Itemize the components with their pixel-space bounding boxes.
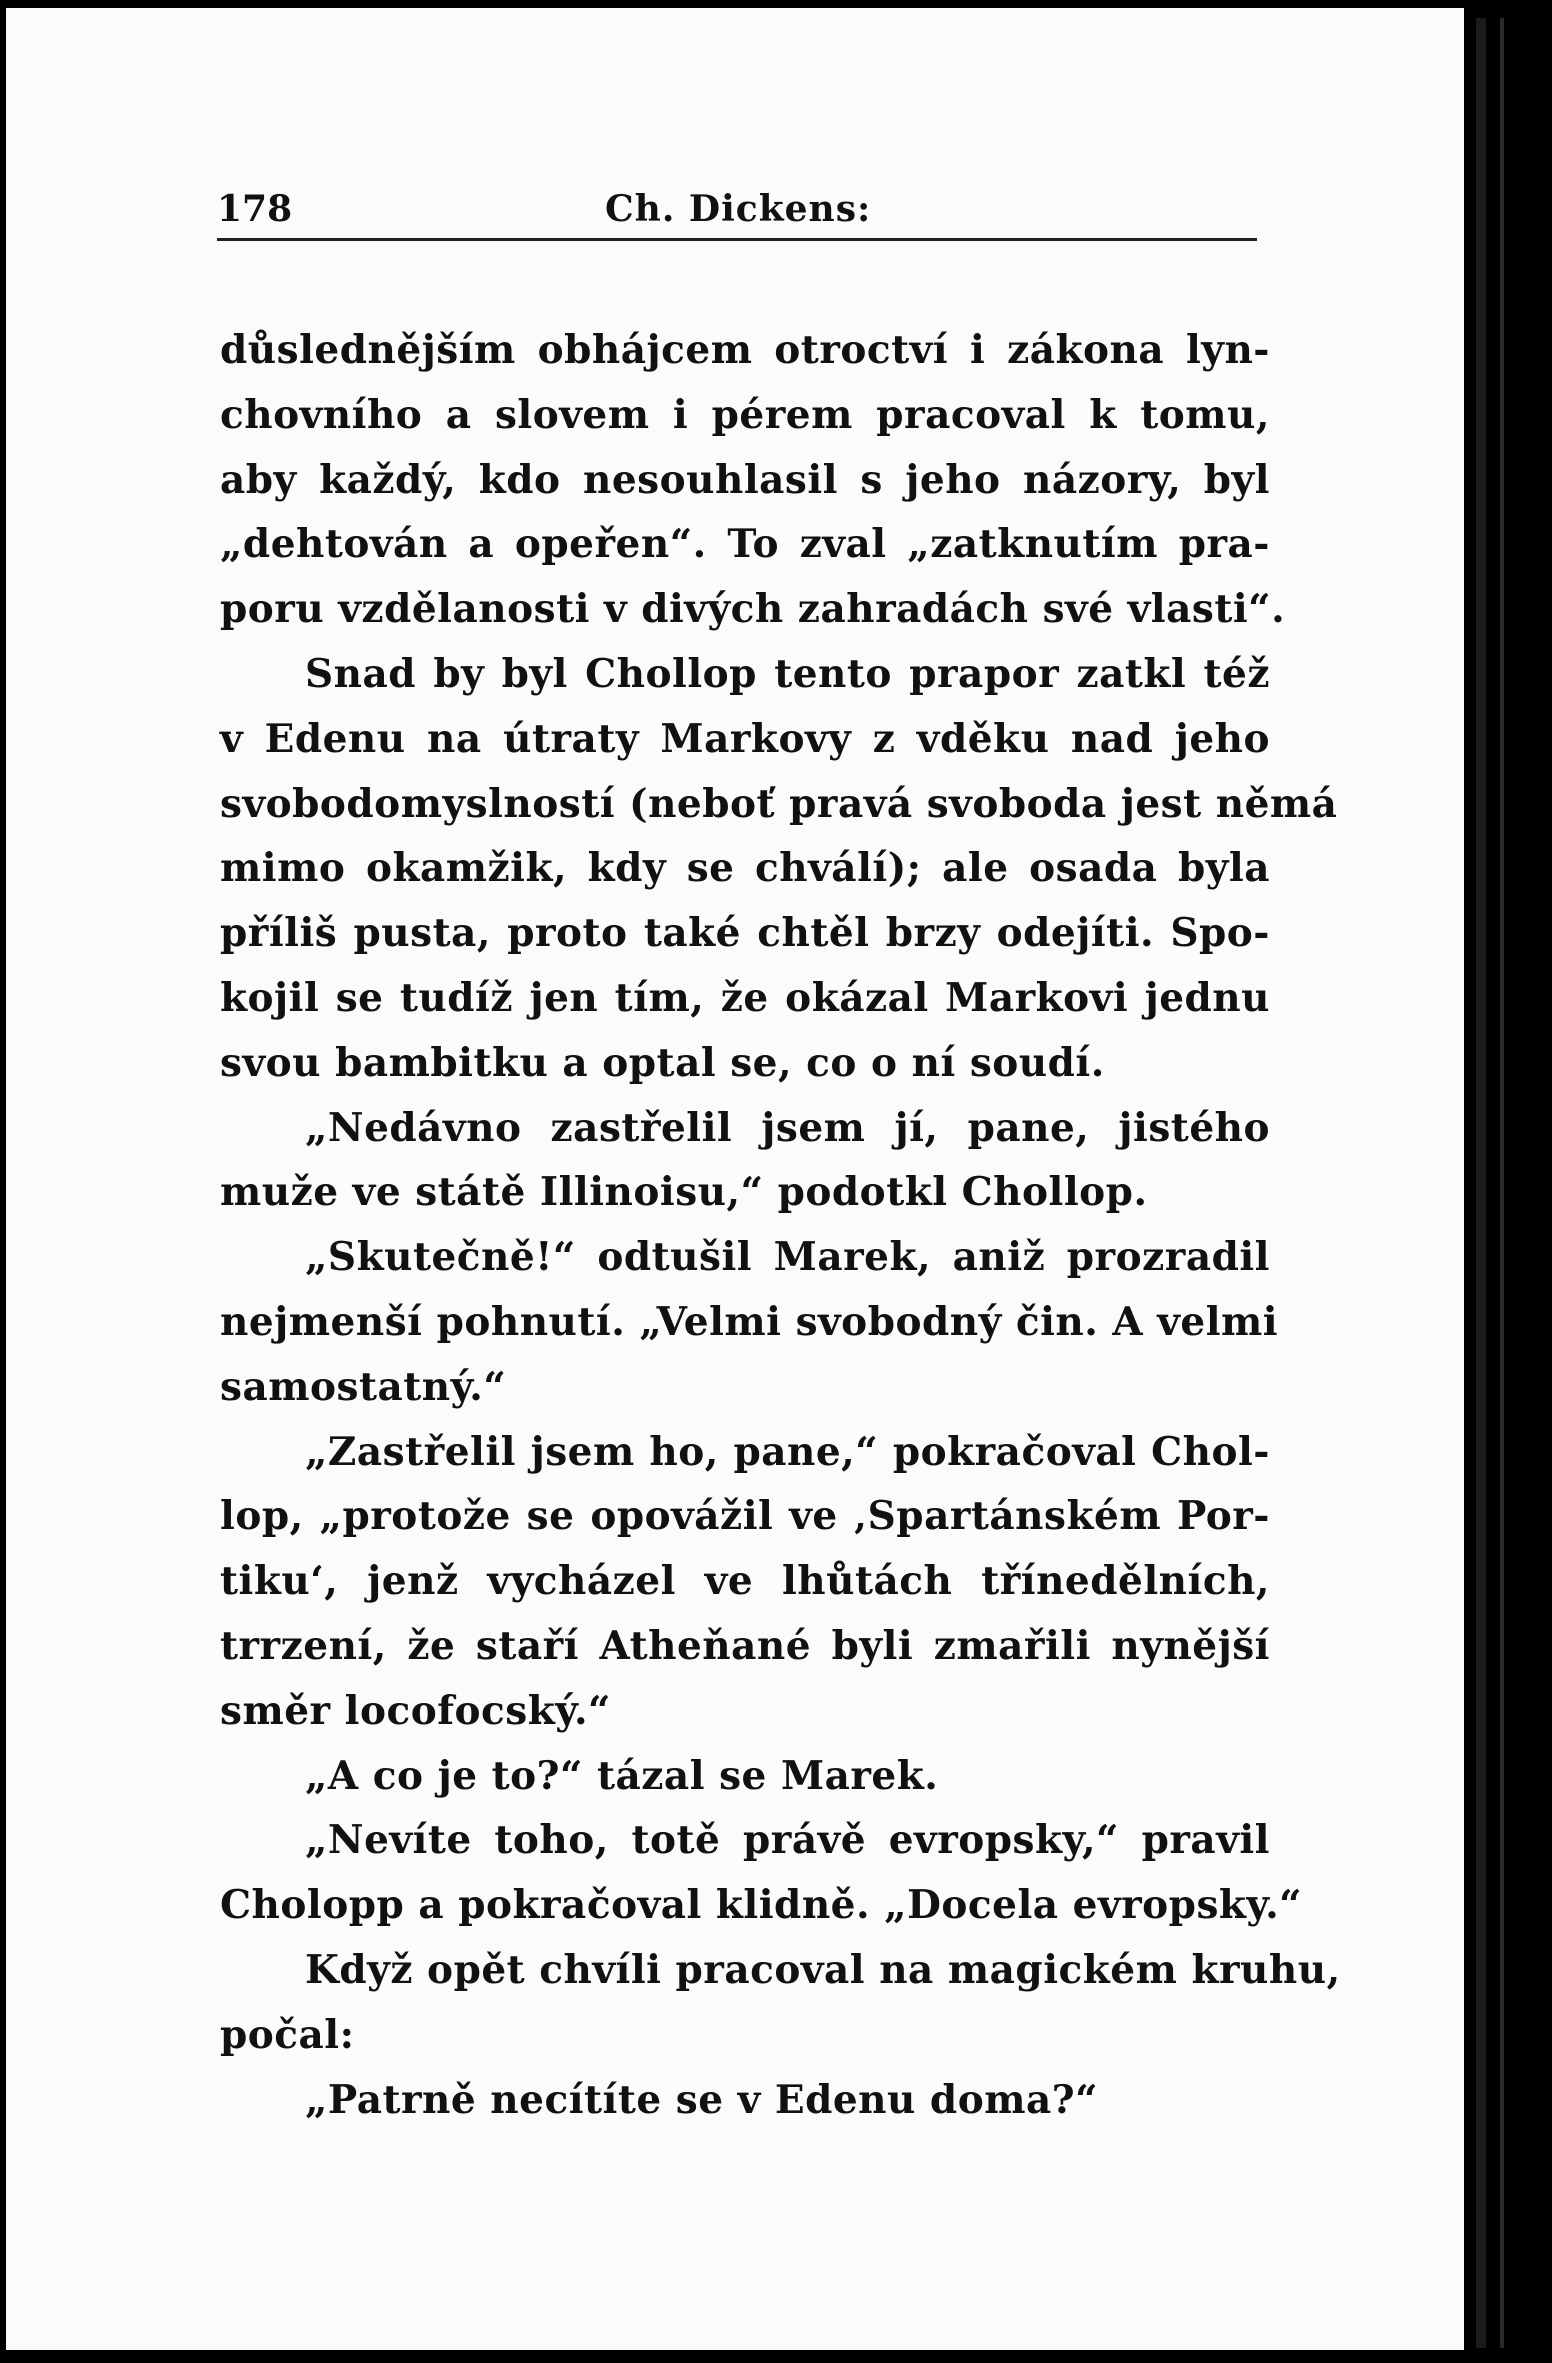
text-line: „dehtován a opeřen“. To zval „zatknutím pra- (220, 521, 1270, 568)
page-header (217, 186, 1257, 241)
text-line: nejmenší pohnutí. „Velmi svobodný čin. A velmi (220, 1298, 1279, 1345)
running-head: Ch. Dickens: (605, 188, 872, 230)
text-line: lop, „protože se opovážil ve ‚Spartánském Por- (220, 1493, 1270, 1540)
text-line: kojil se tudíž jen tím, že okázal Markovi jednu (220, 974, 1270, 1021)
text-line: chovního a slovem i pérem pracoval k tomu, (220, 391, 1270, 438)
text-line: „A co je to?“ tázal se Marek. (305, 1752, 939, 1799)
text-line: poru vzdělanosti v divých zahradách své vlasti“. (220, 586, 1286, 633)
text-line: příliš pusta, proto také chtěl brzy odejíti. Spo- (220, 910, 1270, 957)
text-line: v Edenu na útraty Markovy z vděku nad jeho (220, 715, 1270, 762)
text-line: „Nedávno zastřelil jsem jí, pane, jistého (305, 1104, 1270, 1151)
page-edge-shadow (1500, 18, 1504, 2348)
text-line: mimo okamžik, kdy se chválí); ale osada byla (220, 845, 1270, 892)
body-text (220, 318, 1341, 2132)
text-line: Když opět chvíli pracoval na magickém kruhu, (305, 1946, 1341, 1993)
text-line: muže ve státě Illinoisu,“ podotkl Chollop. (220, 1169, 1148, 1216)
page-edge-shadow (1476, 18, 1486, 2348)
text-line: důslednějším obhájcem otroctví i zákona lyn- (220, 327, 1270, 373)
text-line: Cholopp a pokračoval klidně. „Docela evropsky.“ (220, 1882, 1303, 1929)
text-line: aby každý, kdo nesouhlasil s jeho názory, byl (220, 456, 1270, 503)
text-line: „Zastřelil jsem ho, pane,“ pokračoval Chol- (305, 1428, 1270, 1475)
text-line: trrzení, že staří Atheňané byli zmařili nynější (220, 1622, 1270, 1669)
text-line: svou bambitku a optal se, co o ní soudí. (220, 1039, 1105, 1086)
text-line: „Nevíte toho, totě právě evropsky,“ pravil (305, 1817, 1270, 1864)
text-line: počal: (220, 2011, 355, 2058)
text-line: samostatný.“ (220, 1363, 507, 1410)
text-line: svobodomyslností (neboť pravá svoboda jest němá (220, 780, 1338, 827)
page-number: 178 (217, 188, 293, 230)
text-line: směr locofocský.“ (220, 1687, 611, 1734)
text-line: Snad by byl Chollop tento prapor zatkl též (305, 650, 1270, 697)
text-line: „Patrně necítíte se v Edenu doma?“ (305, 2076, 1099, 2123)
book-page (6, 8, 1464, 2350)
text-line: tiku‘, jenž vycházel ve lhůtách třínedělních, (220, 1558, 1270, 1605)
text-line: „Skutečně!“ odtušil Marek, aniž prozradil (305, 1234, 1270, 1281)
